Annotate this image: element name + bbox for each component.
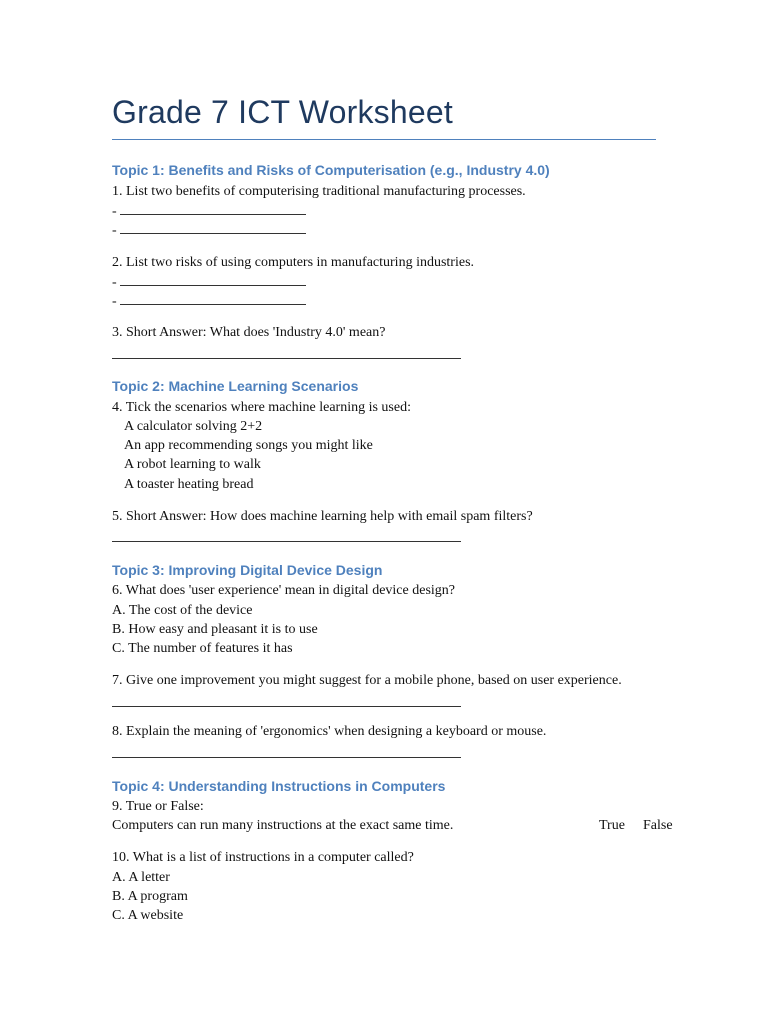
option-item[interactable]: An app recommending songs you might like	[124, 438, 373, 453]
option-item[interactable]: A. A letter	[112, 870, 170, 885]
question-3: 3. Short Answer: What does 'Industry 4.0' mean?	[112, 325, 386, 340]
question-4: 4. Tick the scenarios where machine learning is used:	[112, 400, 411, 415]
answer-line-3[interactable]	[112, 358, 461, 359]
question-1: 1. List two benefits of computerising traditional manufacturing processes.	[112, 184, 526, 199]
question-2: 2. List two risks of using computers in manufacturing industries.	[112, 255, 475, 270]
question-8: 8. Explain the meaning of 'ergonomics' when designing a keyboard or mouse.	[112, 724, 547, 739]
dash: -	[112, 294, 117, 309]
blank	[120, 273, 306, 286]
option-item[interactable]: B. A program	[112, 889, 188, 904]
answer-line-1b[interactable]	[112, 221, 306, 240]
dash: -	[112, 275, 117, 290]
blank	[120, 292, 306, 305]
question-7: 7. Give one improvement you might suggest for a mobile phone, based on user experience.	[112, 673, 622, 688]
answer-line-2b[interactable]	[112, 292, 306, 311]
blank	[120, 202, 306, 215]
topic-3-heading: Topic 3: Improving Digital Device Design	[112, 562, 383, 578]
page-title: Grade 7 ICT Worksheet	[112, 94, 453, 130]
answer-line-1a[interactable]	[112, 202, 306, 221]
question-9: 9. True or False:	[112, 799, 204, 814]
option-item[interactable]: C. The number of features it has	[112, 641, 293, 656]
question-9-statement: Computers can run many instructions at the exact same time.	[112, 818, 454, 833]
question-5: 5. Short Answer: How does machine learning help with email spam filters?	[112, 509, 533, 524]
dash: -	[112, 204, 117, 219]
topic-1-heading: Topic 1: Benefits and Risks of Computerisation (e.g., Industry 4.0)	[112, 162, 550, 178]
option-item[interactable]: A. The cost of the device	[112, 603, 253, 618]
option-item[interactable]: B. How easy and pleasant it is to use	[112, 622, 318, 637]
blank	[120, 221, 306, 234]
topic-4-heading: Topic 4: Understanding Instructions in Computers	[112, 778, 446, 794]
dash: -	[112, 223, 117, 238]
answer-line-2a[interactable]	[112, 273, 306, 292]
title-rule	[112, 139, 656, 140]
option-item[interactable]: A toaster heating bread	[124, 477, 254, 492]
topic-2-heading: Topic 2: Machine Learning Scenarios	[112, 378, 359, 394]
option-item[interactable]: A calculator solving 2+2	[124, 419, 263, 434]
false-option[interactable]: False	[643, 818, 673, 833]
answer-line-5[interactable]	[112, 541, 461, 542]
answer-line-8[interactable]	[112, 757, 461, 758]
true-option[interactable]: True	[599, 818, 625, 833]
option-item[interactable]: C. A website	[112, 908, 184, 923]
option-item[interactable]: A robot learning to walk	[124, 457, 261, 472]
question-6: 6. What does 'user experience' mean in digital device design?	[112, 583, 455, 598]
question-9-statement-row	[112, 817, 673, 835]
answer-line-7[interactable]	[112, 706, 461, 707]
question-10: 10. What is a list of instructions in a computer called?	[112, 850, 414, 865]
